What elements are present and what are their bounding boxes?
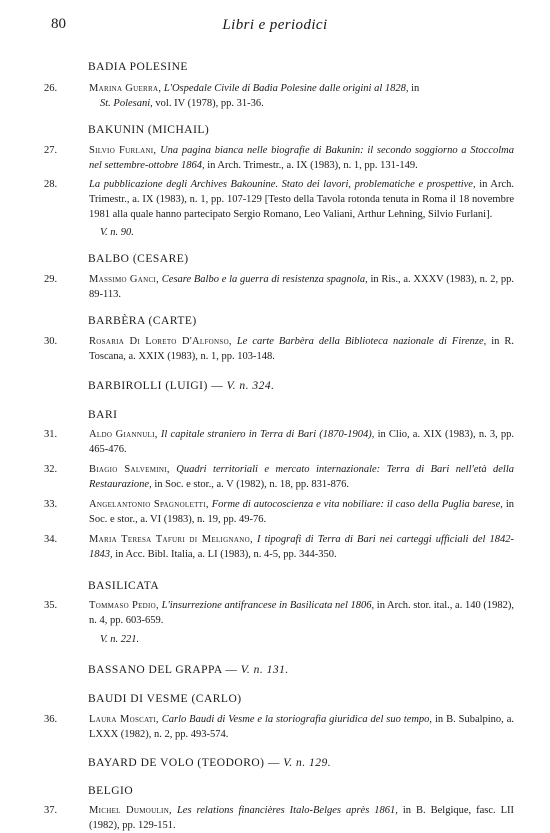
entry-title: L'insurrezione antifrancese in Basilicata nel 1806,: [161, 600, 375, 611]
bibliography-content: [0, 60, 550, 833]
running-title: Libri e periodici: [222, 17, 328, 33]
see-also-reference: V. n. 221.: [100, 634, 140, 645]
bibliography-entry: [0, 272, 550, 302]
page-number: 80: [51, 16, 66, 32]
entry-title: Il capitale straniero in Terra di Bari (1870-1904),: [160, 429, 375, 440]
entry-journal: St. Polesani,: [100, 98, 153, 109]
bibliography-entry: [0, 712, 550, 742]
bibliography-entry: [0, 81, 550, 111]
entry-citation-cont: vol. IV (1978), pp. 31-36.: [155, 98, 264, 109]
bibliography-entry: [0, 497, 550, 527]
entry-citation: in Arch. Trimestr., a. IX (1983), n. 1, pp. 131-149.: [207, 160, 418, 171]
heading-cross-reference: V. n. 129.: [283, 757, 332, 769]
bibliography-entry: [0, 177, 550, 222]
entry-author: Michel Dumoulin,: [89, 805, 172, 816]
entry-author: Angelantonio Spagnoletti,: [89, 499, 209, 510]
entry-citation: in Soc. e stor., a. VI (1983), n. 19, pp. 49-76.: [89, 499, 514, 525]
entry-citation: in Ris., a. XXXV (1983), n. 2, pp. 89-113.: [89, 274, 515, 300]
entry-citation: in Acc. Bibl. Italia, a. LI (1983), n. 4-5, pp. 344-350.: [115, 549, 337, 560]
entry-title: Cesare Balbo e la guerra di resistenza spagnola,: [161, 274, 368, 285]
entry-number: 26.: [44, 83, 58, 94]
entry-number: 36.: [44, 714, 58, 725]
entry-title: Quadri territoriali e mercato internazionale: Terra di Bari nell'età della Restaurazione,: [89, 464, 515, 490]
entry-citation: in Soc. e stor., a. V (1982), n. 18, pp. 831-876.: [154, 479, 350, 490]
bibliography-entry: [0, 427, 550, 457]
section-heading: BARBÈRA (CARTE): [88, 315, 197, 327]
entry-title: L'Ospedale Civile di Badia Polesine dalle origini al 1828,: [163, 83, 409, 94]
entry-citation: in B. Belgique, fasc. LII (1982), pp. 129-151.: [89, 805, 515, 831]
section-heading: [88, 756, 550, 770]
entry-citation: in B. Subalpino, a. LXXX (1982), n. 2, pp. 493-574.: [89, 714, 515, 740]
bibliography-entry: [0, 598, 550, 628]
section-heading: [88, 379, 550, 393]
entry-title: Les relations financières Italo-Belges après 1861,: [176, 805, 398, 816]
entry-number: 27.: [44, 145, 58, 156]
bibliography-entry: [0, 334, 550, 364]
heading-cross-reference: V. n. 131.: [240, 664, 289, 676]
entry-number: 30.: [44, 336, 58, 347]
entry-title: Carlo Baudi di Vesme e la storiografia giuridica del suo tempo,: [161, 714, 433, 725]
section-heading: [88, 663, 550, 677]
section-heading: BALBO (CESARE): [88, 253, 189, 265]
section-heading: BASILICATA: [88, 580, 160, 592]
entry-number: 28.: [44, 179, 58, 190]
entry-author: Maria Teresa Tafuri di Melignano,: [89, 534, 253, 545]
heading-text: BASSANO DEL GRAPPA —: [88, 664, 238, 676]
section-heading: BAUDI DI VESME (CARLO): [88, 693, 242, 705]
entry-number: 32.: [44, 464, 58, 475]
entry-citation: in R. Toscana, a. XXIX (1983), n. 1, pp. 103-148.: [89, 336, 515, 362]
entry-title: Una pagina bianca nelle biografie di Bakunin: il secondo soggiorno a Stoccolma nel settembre-ottobre 1864,: [89, 145, 514, 171]
entry-author: Massimo Ganci,: [89, 274, 160, 285]
section-heading: BARI: [88, 409, 118, 421]
entry-number: 29.: [44, 274, 58, 285]
entry-number: 33.: [44, 499, 58, 510]
entry-number: 37.: [44, 805, 58, 816]
heading-cross-reference: V. n. 324.: [226, 380, 275, 392]
entry-citation: in: [411, 83, 420, 94]
bibliography-entry: [0, 532, 550, 562]
entry-title: Forme di autocoscienza e vita nobiliare: il caso della Puglia barese,: [211, 499, 503, 510]
entry-author: Biagio Salvemini,: [89, 464, 170, 475]
section-heading: BADIA POLESINE: [88, 61, 188, 73]
entry-number: 31.: [44, 429, 58, 440]
entry-author: Aldo Giannuli,: [89, 429, 158, 440]
entry-author: Silvio Furlani,: [89, 145, 157, 156]
entry-author: Marina Guerra,: [89, 83, 162, 94]
entry-title: La pubblicazione degli Archives Bakounine. Stato dei lavori, problematiche e prospettive,: [89, 179, 476, 190]
entry-citation: in Clio, a. XIX (1983), n. 3, pp. 465-476.: [89, 429, 515, 455]
entry-citation: in Arch. stor. ital., a. 140 (1982), n. 4, pp. 603-659.: [89, 600, 514, 626]
section-heading: BAKUNIN (MICHAIL): [88, 124, 210, 136]
heading-text: BARBIROLLI (LUIGI) —: [88, 380, 224, 392]
bibliography-entry: [0, 462, 550, 492]
entry-number: 34.: [44, 534, 58, 545]
see-also-reference: V. n. 90.: [100, 227, 134, 238]
entry-citation: in Arch. Trimestr., a. IX (1983), n. 1, pp. 107-129 [Testo della Tavola rotonda tenuta in Roma il 18 novembre 1981 alla quale hanno partecipato Sergio Romano, Leo Valiani, Arthur Lehning, Silvio Furlani].: [89, 179, 515, 220]
entry-number: 35.: [44, 600, 58, 611]
entry-title: Le carte Barbèra della Biblioteca nazionale di Firenze,: [236, 336, 487, 347]
section-heading: BELGIO: [88, 785, 134, 797]
bibliography-entry: [0, 143, 550, 173]
entry-title: I tipografi di Terra di Bari nei carteggi ufficiali del 1842-1843,: [89, 534, 514, 560]
entry-author: Tommaso Pedio,: [89, 600, 159, 611]
entry-author: Laura Moscati,: [89, 714, 159, 725]
heading-text: BAYARD DE VOLO (TEODORO) —: [88, 757, 280, 769]
entry-author: Rosaria Di Loreto D'Alfonso,: [89, 336, 232, 347]
